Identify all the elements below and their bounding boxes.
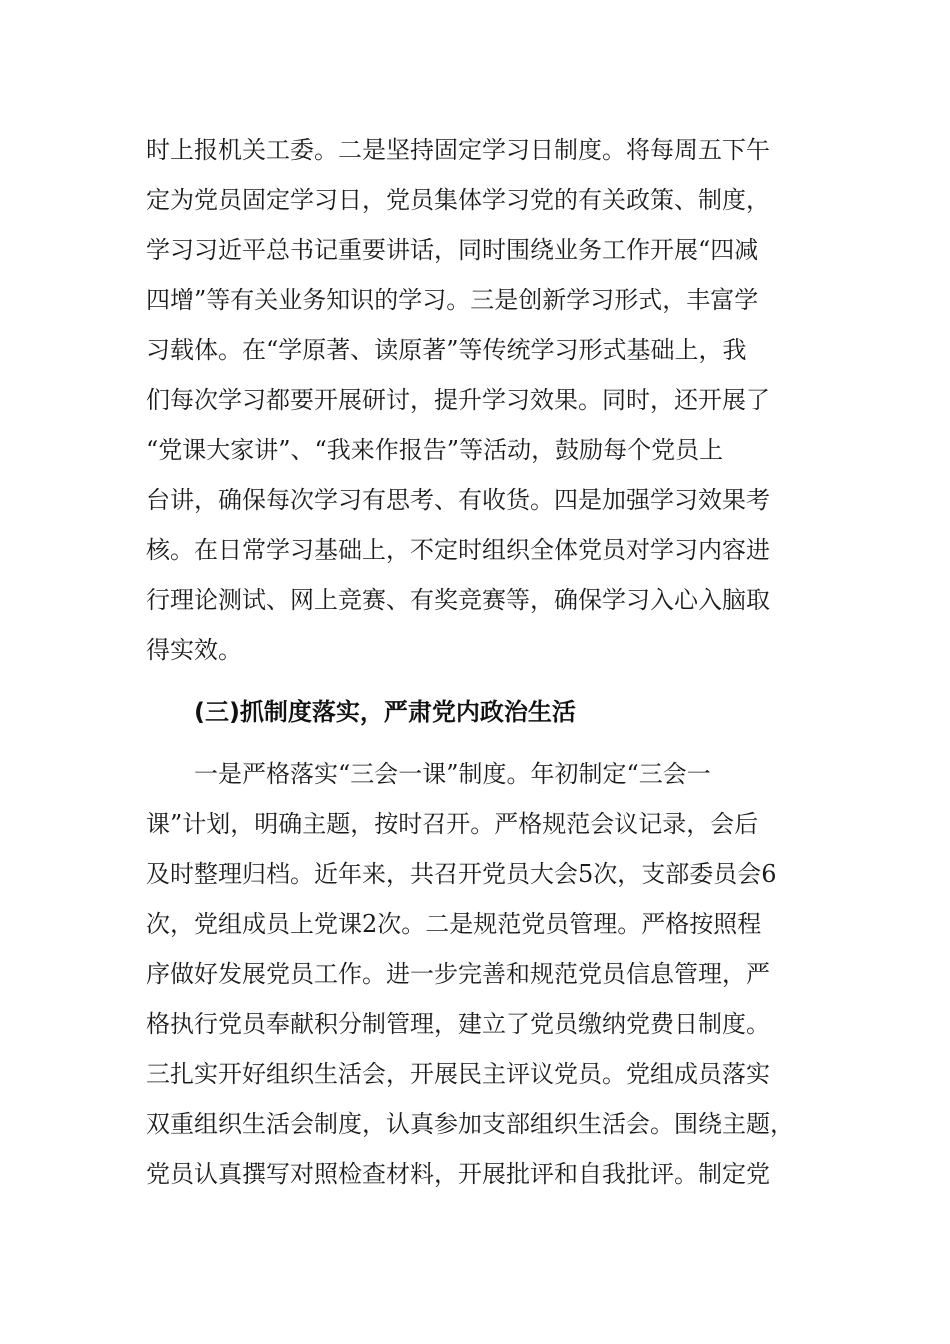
paragraph-line: 格执行党员奉献积分制管理，建立了党员缴纳党费日制度。 xyxy=(146,1010,770,1038)
paragraph-line: 及时整理归档。近年来，共召开党员大会5次，支部委员会6 xyxy=(146,860,777,888)
paragraph-line: 课”计划，明确主题，按时召开。严格规范会议记录，会后 xyxy=(146,810,759,838)
paragraph-line: 序做好发展党员工作。进一步完善和规范党员信息管理，严 xyxy=(146,960,770,988)
paragraph-line: 三扎实开好组织生活会，开展民主评议党员。党组成员落实 xyxy=(146,1060,770,1088)
paragraph-line: 四增”等有关业务知识的学习。三是创新学习形式，丰富学 xyxy=(146,286,759,314)
paragraph-line: 党员认真撰写对照检查材料，开展批评和自我批评。制定党 xyxy=(146,1160,770,1188)
paragraph-line: 双重组织生活会制度，认真参加支部组织生活会。围绕主题， xyxy=(146,1110,794,1138)
paragraph-line: 们每次学习都要开展研讨，提升学习效果。同时，还开展了 xyxy=(146,386,770,414)
paragraph-line: 次，党组成员上党课2次。二是规范党员管理。严格按照程 xyxy=(146,910,762,938)
paragraph-line: “党课大家讲”、“我来作报告”等活动，鼓励每个党员上 xyxy=(146,436,724,464)
paragraph-line: 行理论测试、网上竞赛、有奖竞赛等，确保学习入心入脑取 xyxy=(146,586,770,614)
paragraph-line: 学习习近平总书记重要讲话，同时围绕业务工作开展“四减 xyxy=(146,236,759,264)
paragraph-line: 核。在日常学习基础上，不定时组织全体党员对学习内容进 xyxy=(146,536,770,564)
section-heading: (三)抓制度落实，严肃党内政治生活 xyxy=(194,698,576,726)
paragraph-line: 时上报机关工委。二是坚持固定学习日制度。将每周五下午 xyxy=(146,136,770,164)
paragraph-line: 定为党员固定学习日，党员集体学习党的有关政策、制度， xyxy=(146,186,770,214)
paragraph-line: 台讲，确保每次学习有思考、有收货。四是加强学习效果考 xyxy=(146,486,770,514)
paragraph-line: 得实效。 xyxy=(146,636,242,664)
paragraph-line: 一是严格落实“三会一课”制度。年初制定“三会一 xyxy=(194,760,711,788)
paragraph-line: 习载体。在“学原著、读原著”等传统学习形式基础上，我 xyxy=(146,336,747,364)
